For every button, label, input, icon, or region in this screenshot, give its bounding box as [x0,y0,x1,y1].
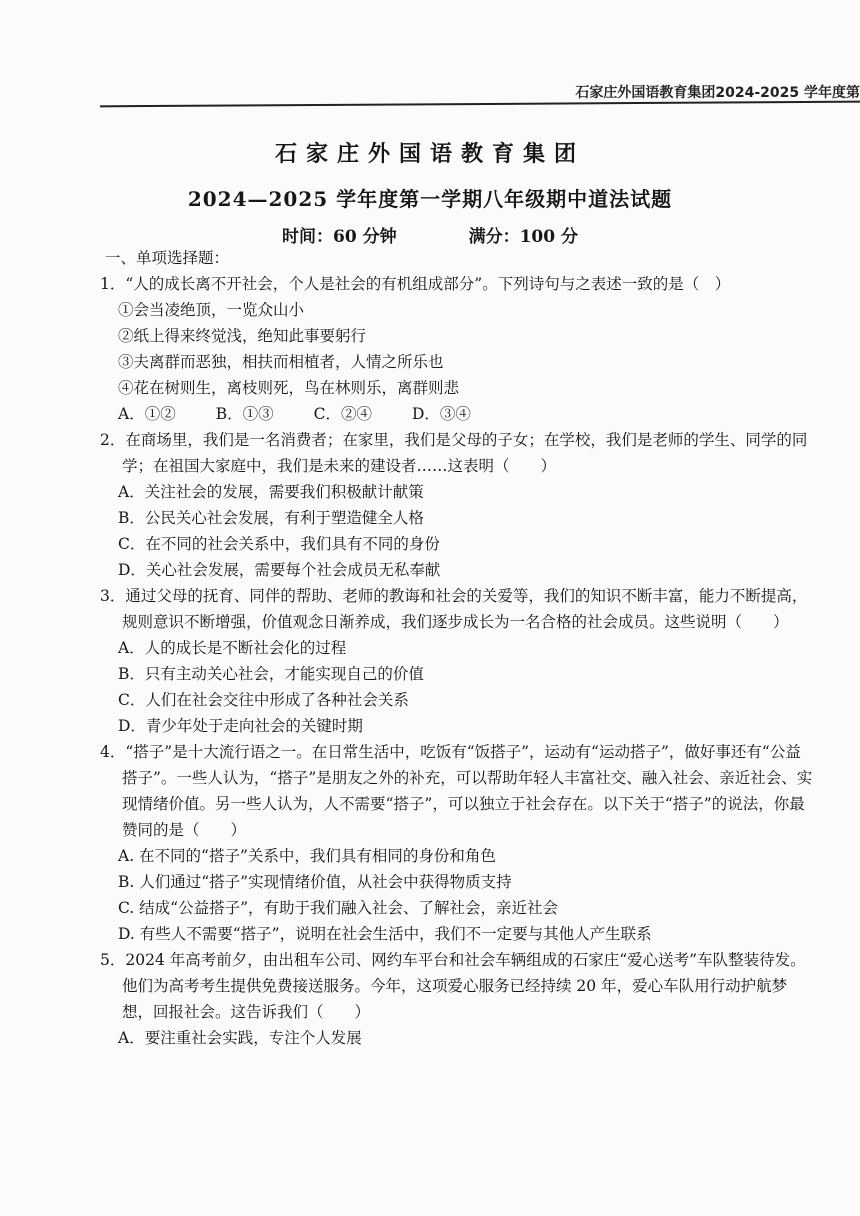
option-c: C. 结成“公益搭子”，有助于我们融入社会、了解社会，亲近社会 [118,899,559,917]
option-c: C．在不同的社会关系中，我们具有不同的身份 [118,535,440,553]
exam-header-tag: 石家庄外国语教育集团2024-2025 学年度第 [575,85,860,101]
option-d: D．青少年处于走向社会的关键时期 [118,717,363,735]
exam-score: 满分：100 分 [468,227,578,247]
school-title: 石家庄外国语教育集团 [274,141,585,167]
question-stem: 5．2024 年高考前夕，由出租车公司、网约车平台和社会车辆组成的石家庄“爱心送考”车队整装待发。他们为高考考生提供免费接送服务。今年，这项爱心服务已经持续 20 年，爱心车队用行动护航梦想，回报社会。这告诉我们（ ） [100,951,806,1021]
choice-a: A．①② [118,405,176,423]
choice-row [100,401,815,427]
choice-d: D．③④ [411,405,471,423]
option-d: D. 有些人不需要“搭子”，说明在社会生活中，我们不一定要与其他人产生联系 [118,925,652,943]
question-stem: 4．“搭子”是十大流行语之一。在日常生活中，吃饭有“饭搭子”，运动有“运动搭子”，做好事还有“公益搭子”。一些人认为，“搭子”是朋友之外的补充，可以帮助年轻人丰富社交、融入社会、亲近社会、实现情绪价值。另一些人认为，人不需要“搭子”，可以独立于社会存在。以下关于“搭子”的说法，你最赞同的是（ ） [100,743,813,839]
choice-c: C．②④ [313,405,372,423]
option-d: D．关心社会发展，需要每个社会成员无私奉献 [118,561,441,579]
question-stem: 3．通过父母的抚育、同伴的帮助、老师的教诲和社会的关爱等，我们的知识不断丰富，能力不断提高，规则意识不断增强，价值观念日渐养成，我们逐步成长为一名合格的社会成员。这些说明（ ） [100,587,808,631]
section-title: 一、单项选择题： [105,249,230,267]
option-a: A．关注社会的发展，需要我们积极献计献策 [118,483,424,501]
option-a: A．要注重社会实践，专注个人发展 [118,1029,362,1047]
question-2 [100,427,815,583]
option-c: C．人们在社会交往中形成了各种社会关系 [118,691,409,709]
exam-time: 时间：60 分钟 [282,227,397,247]
question-4 [100,739,815,947]
question-stem: 2．在商场里，我们是一名消费者；在家里，我们是父母的子女；在学校，我们是老师的学生、同学的同学；在祖国大家庭中，我们是未来的建设者……这表明（ ） [100,431,808,475]
option-b: B. 人们通过“搭子”实现情绪价值，从社会中获得物质支持 [118,873,512,891]
statement-item: ②纸上得来终觉浅，绝知此事要躬行 [118,327,367,345]
question-5 [100,947,815,1051]
option-a: A. 在不同的“搭子”关系中，我们具有相同的身份和角色 [118,847,496,865]
question-list [100,245,815,1051]
header-rule [100,101,860,108]
option-b: B．公民关心社会发展，有利于塑造健全人格 [118,509,424,527]
statement-item: ③夫离群而恶独，相扶而相植者，人情之所乐也 [118,353,444,371]
question-1 [100,271,815,427]
exam-meta [0,222,860,247]
question-3 [100,583,815,739]
option-b: B．只有主动关心社会，才能实现自己的价值 [118,665,424,683]
choice-b: B．①③ [215,405,274,423]
question-stem: 1．“人的成长离不开社会，个人是社会的有机组成部分”。下列诗句与之表述一致的是（ ） [100,275,731,293]
exam-title: 2024—2025 学年度第一学期八年级期中道法试题 [187,187,673,211]
option-a: A．人的成长是不断社会化的过程 [118,639,347,657]
statement-item: ①会当凌绝顶，一览众山小 [118,301,305,319]
statement-item: ④花在树则生，离枝则死，鸟在林则乐，离群则悲 [118,379,460,397]
